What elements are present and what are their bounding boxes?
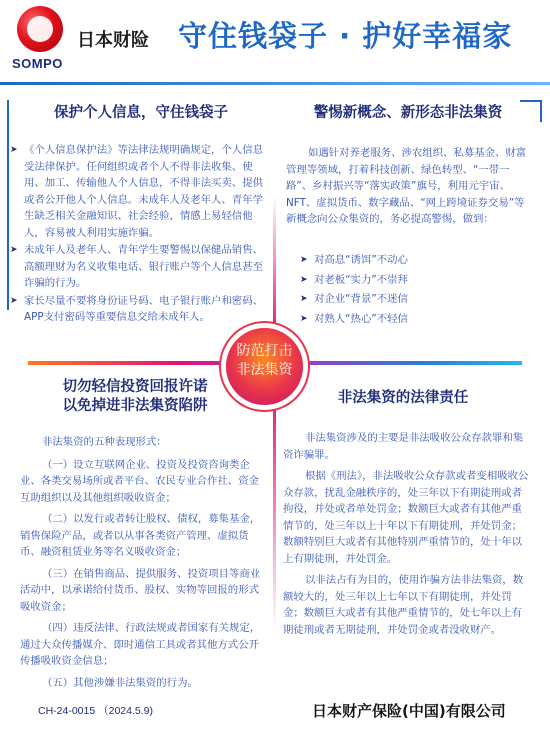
section-title-line1: 切勿轻信投资回报许诺 — [62, 379, 208, 395]
company-short-name: 日本财险 — [77, 30, 149, 51]
list-item: （一）设立互联网企业、投资及投资咨询类企业、各类交易场所或者平台、农民专业合作社、资金互助组织以及其他组织吸收资金； — [20, 458, 259, 504]
list-item: （五）其他涉嫌非法集资的行为。 — [42, 676, 198, 689]
slogan-title: 守住钱袋子 · 护好幸福家 — [178, 19, 513, 53]
paragraph: 非法集资涉及的主要是非法吸收公众存款罪和集资诈骗罪。 — [283, 432, 524, 461]
header-divider — [0, 82, 550, 85]
paragraph: 以非法占有为目的，使用诈骗方法非法集资，数额较大的，处三年以上七年以下有期徒刑，并处罚金；数额巨大或者有其他严重情节的，处七年以上有期徒刑或者无期徒刑，并处罚金或者没收财产。 — [283, 574, 524, 636]
list-item-text: 对企业“背景”不迷信 — [314, 293, 408, 305]
bullet-text: 未成年人及老年人、青年学生要警惕以保健品销售、高额理财为名义收集电话、银行账户等个人信息甚至诈骗的行为。 — [24, 244, 263, 289]
bullet-arrow-icon: ➤ — [10, 295, 18, 306]
list-item-text: 对高息“诱饵”不动心 — [314, 254, 408, 266]
list-item — [10, 293, 265, 326]
vertical-divider-top — [273, 195, 276, 335]
section-new-concepts-intro: 如遇针对养老服务、涉农组织、私募基金、财富管理等领域，打着科技创新、绿色转型、“一带一路”、乡村振兴等“落实政策”旗号，利用元宇宙、NFT、虚拟货币、数字藏品、“网上跨境证券交易”等新概念向公众集资的，务必提高警惕，做到： — [286, 147, 527, 225]
section-title-new-concepts: 警惕新概念、新形态非法集资 — [313, 105, 503, 121]
footer-company-name: 日本财产保险(中国)有限公司 — [312, 702, 506, 720]
center-badge-text — [226, 342, 303, 380]
bullet-arrow-icon: ➤ — [300, 255, 308, 265]
vertical-divider-bottom — [273, 390, 276, 630]
sompo-logo-icon — [17, 6, 63, 52]
list-item — [300, 272, 520, 289]
list-item — [300, 252, 520, 269]
paragraph: 根据《刑法》，非法吸收公众存款或者变相吸收公众存款，扰乱金融秩序的，处三年以下有期徒刑或者拘役，并处或者单处罚金；数额巨大或者有其他严重情节的，处三年以上十年以下有期徒刑，并处罚金；数额特别巨大或者有其他特别严重情节的，处十年以上有期徒刑，并处罚金。 — [283, 470, 529, 565]
logo-text: SOMPO — [12, 56, 63, 71]
bullet-arrow-icon: ➤ — [10, 245, 18, 255]
bullet-arrow-icon: ➤ — [300, 274, 308, 285]
section-new-concepts-list — [300, 252, 520, 330]
bullet-arrow-icon: ➤ — [300, 313, 308, 324]
section-title-personal-info: 保护个人信息，守住钱袋子 — [54, 105, 228, 121]
list-item: （二）以发行或者转让股权、债权，募集基金，销售保险产品，或者以从事各类资产管理、虚拟货币、融资租赁业务等名义吸收资金； — [20, 513, 261, 558]
bullet-text: 家长尽量不要将身份证号码、电子银行账户和密码、APP支付密码等重要信息交给未成年人。 — [24, 294, 263, 323]
section-legal-body — [283, 430, 531, 638]
list-item — [300, 311, 520, 328]
bullet-arrow-icon: ➤ — [300, 294, 308, 304]
list-item — [10, 242, 265, 292]
section-title-investment-promises — [40, 378, 230, 416]
bullet-arrow-icon: ➤ — [10, 145, 18, 155]
section-title-legal-liability: 非法集资的法律责任 — [337, 390, 469, 406]
list-item-text: 对老板“实力”不崇拜 — [314, 273, 408, 286]
list-item: （四）违反法律、行政法规或者国家有关规定，通过大众传播媒介、即时通信工具或者其他方式公开传播吸收资金信息； — [20, 622, 261, 667]
list-item: （三）在销售商品、提供服务、投资项目等商业活动中，以承诺给付货币、股权、实物等回报的形式吸收资金； — [20, 567, 261, 613]
section-intro: 非法集资的五种表现形式： — [42, 436, 167, 448]
section-personal-info-body — [10, 142, 265, 327]
list-item — [300, 291, 520, 308]
center-badge-line2: 非法集资 — [236, 362, 293, 378]
section-investment-body — [20, 434, 266, 691]
center-badge-line1: 防范打击 — [236, 343, 293, 359]
bullet-text: 《个人信息保护法》等法律法规明确规定，个人信息受法律保护。任何组织或者个人不得非法收集、使用、加工、传输他人个人信息，不得非法买卖、提供或者公开他人个人信息。未成年人及老年人、青年学生缺乏相关金融知识、社会经验，情感上易轻信他人，容易被人利用实施诈骗。 — [24, 144, 263, 239]
section-title-line2: 以免掉进非法集资陷阱 — [62, 398, 208, 414]
document-code: CH-24-0015 （2024.5.9) — [38, 705, 153, 717]
list-item — [10, 142, 265, 241]
page-header — [0, 0, 550, 84]
list-item-text: 对熟人“热心”不轻信 — [314, 312, 408, 325]
